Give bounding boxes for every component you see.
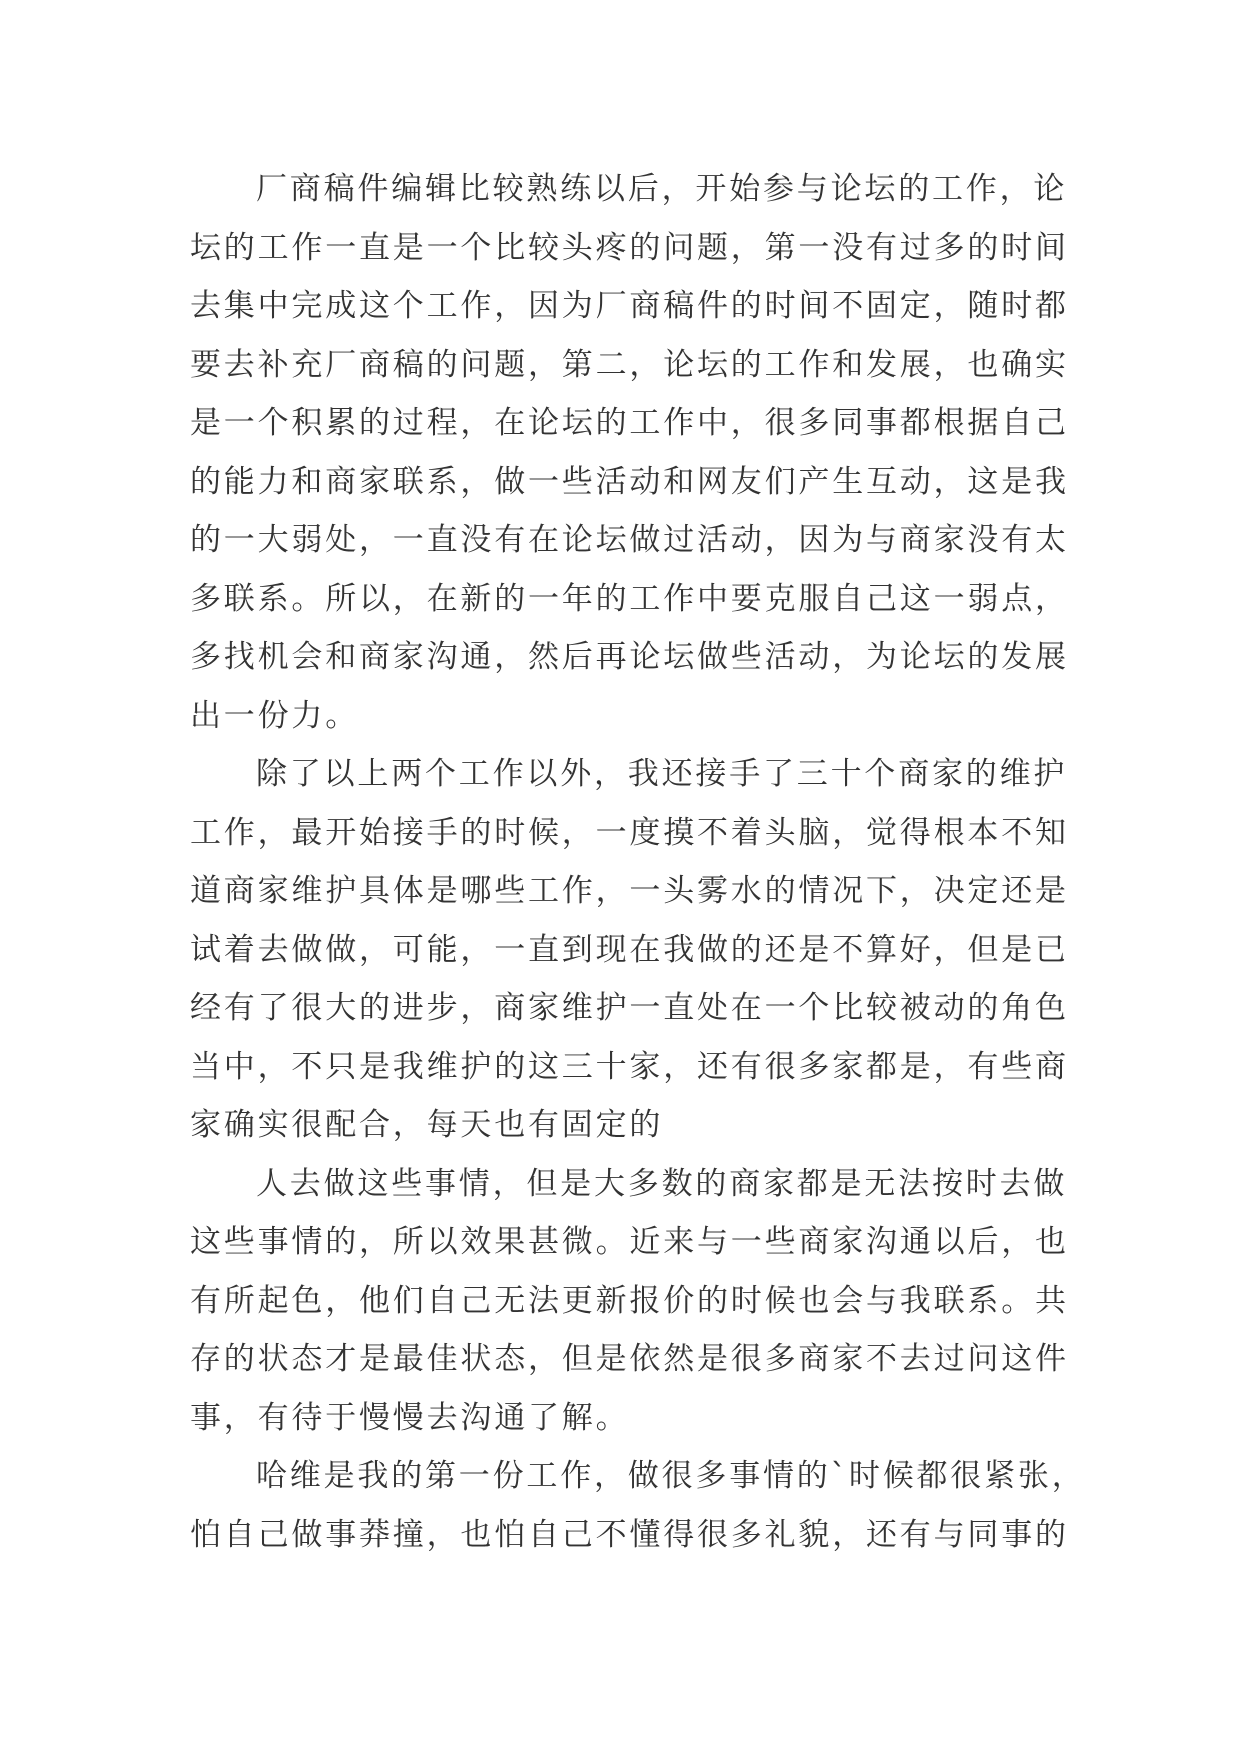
paragraph-line: 出一份力。 [190,697,359,734]
paragraph-line: 厂商稿件编辑比较熟练以后，开始参与论坛的工作，论 [256,171,1068,207]
paragraph-line: 的能力和商家联系，做一些活动和网友们产生互动，这是我 [190,463,1069,500]
paragraph-line: 道商家维护具体是哪些工作，一头雾水的情况下，决定还是 [190,873,1069,909]
paragraph-line: 经有了很大的进步，商家维护一直处在一个比较被动的角色 [190,990,1069,1026]
paragraph-line: 事，有待于慢慢去沟通了解。 [190,1399,630,1436]
paragraph-line: 试着去做做，可能，一直到现在我做的还是不算好，但是已 [190,931,1069,968]
paragraph-line: 有所起色，他们自己无法更新报价的时候也会与我联系。共 [190,1282,1069,1319]
paragraph-line: 是一个积累的过程，在论坛的工作中，很多同事都根据自己 [190,405,1069,441]
paragraph-line: 去集中完成这个工作，因为厂商稿件的时间不固定，随时都 [190,288,1069,324]
paragraph-line: 多联系。所以，在新的一年的工作中要克服自己这一弱点， [190,580,1069,617]
paragraph-line: 存的状态才是最佳状态，但是依然是很多商家不去过问这件 [190,1341,1069,1377]
paragraph-line: 人去做这些事情，但是大多数的商家都是无法按时去做 [256,1165,1068,1202]
paragraph-line: 哈维是我的第一份工作，做很多事情的`时候都很紧张， [256,1458,1086,1494]
body-text [190,160,1086,1564]
paragraph-line: 工作，最开始接手的时候，一度摸不着头脑，觉得根本不知 [190,814,1069,851]
paragraph-line: 怕自己做事莽撞，也怕自己不懂得很多礼貌，还有与同事的 [190,1516,1069,1553]
paragraph-line: 当中，不只是我维护的这三十家，还有很多家都是，有些商 [190,1048,1069,1085]
paragraph-line: 坛的工作一直是一个比较头疼的问题，第一没有过多的时间 [190,229,1069,266]
paragraph-line: 家确实很配合，每天也有固定的 [190,1107,664,1143]
paragraph-line: 除了以上两个工作以外，我还接手了三十个商家的维护 [256,756,1068,792]
paragraph-line: 这些事情的，所以效果甚微。近来与一些商家沟通以后，也 [190,1224,1069,1260]
paragraph-line: 多找机会和商家沟通，然后再论坛做些活动，为论坛的发展 [190,639,1069,675]
paragraph-line: 要去补充厂商稿的问题，第二，论坛的工作和发展，也确实 [190,346,1069,383]
paragraph-line: 的一大弱处，一直没有在论坛做过活动，因为与商家没有太 [190,522,1069,558]
